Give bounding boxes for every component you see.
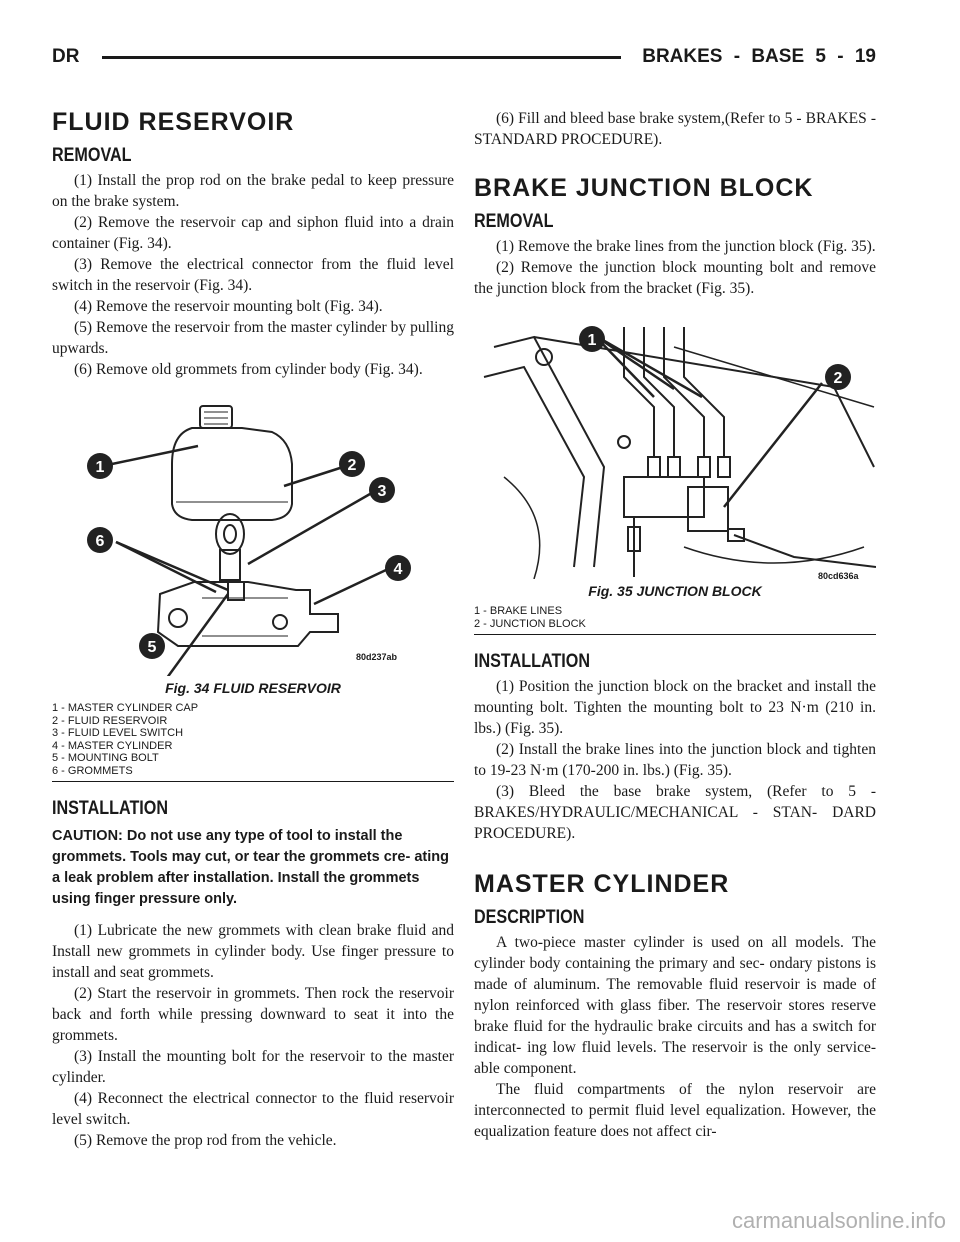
subheading-installation: INSTALLATION xyxy=(474,651,591,672)
subheading-installation: INSTALLATION xyxy=(52,798,169,819)
legend-item: 6 - GROMMETS xyxy=(52,764,133,777)
paragraph: The fluid compartments of the nylon reservoir are interconnected to permit fluid level equalization. However, the equalization feature does not affect cir- xyxy=(474,1081,876,1140)
step: (3) Install the mounting bolt for the reservoir to the master cylinder. xyxy=(52,1048,454,1086)
figure-caption: Fig. 34 FLUID RESERVOIR xyxy=(165,680,341,696)
legend-item: 2 - FLUID RESERVOIR xyxy=(52,714,168,727)
caution-text: CAUTION: Do not use any type of tool to install the grommets. Tools may cut, or tear the grommets cre- ating a leak problem after installation. Install the grommets using finger pressure only. xyxy=(52,828,449,907)
header-section-page xyxy=(642,46,876,68)
step: (3) Bleed the base brake system, (Refer to 5 - BRAKES/HYDRAULIC/MECHANICAL - STAN- DARD PROCEDURE). xyxy=(474,783,876,842)
step: (1) Lubricate the new grommets with clean brake fluid and Install new grommets in cylinder body. Use finger pressure to install and seat grommets. xyxy=(52,922,454,981)
section-title-junction-block: BRAKE JUNCTION BLOCK xyxy=(474,174,814,202)
step: (1) Position the junction block on the bracket and install the mounting bolt. Tighten the mounting bolt to 23 N·m (210 in. lbs.) (Fig. 35). xyxy=(474,678,876,737)
step: (2) Remove the junction block mounting bolt and remove the junction block from the bracket (Fig. 35). xyxy=(474,259,876,297)
subheading-removal: REMOVAL xyxy=(474,211,554,232)
left-column xyxy=(52,108,454,1151)
step: (2) Start the reservoir in grommets. Then rock the reservoir back and forth while pressing downward to seat it into the grommets. xyxy=(52,985,454,1044)
legend-item: 4 - MASTER CYLINDER xyxy=(52,739,173,752)
step: (2) Install the brake lines into the junction block and tighten to 19-23 N·m (170-200 in. lbs.) (Fig. 35). xyxy=(474,741,876,779)
figure-code: 80d237ab xyxy=(356,652,398,662)
callout-4: 4 xyxy=(393,561,403,578)
page-header xyxy=(52,44,876,74)
section-title-master-cylinder: MASTER CYLINDER xyxy=(474,870,730,898)
callout-1: 1 xyxy=(587,332,597,349)
step: (1) Install the prop rod on the brake pedal to keep pressure on the brake system. xyxy=(52,172,454,210)
watermark: carmanualsonline.info xyxy=(731,1208,946,1233)
callout-2: 2 xyxy=(833,370,843,387)
header-section: BRAKES - BASE xyxy=(642,46,805,67)
callout-1: 1 xyxy=(95,459,105,476)
step: (2) Remove the reservoir cap and siphon fluid into a drain container (Fig. 34). xyxy=(52,214,454,252)
right-column xyxy=(474,108,876,1142)
legend-item: 3 - FLUID LEVEL SWITCH xyxy=(52,727,184,739)
callout-3: 3 xyxy=(377,483,387,500)
section-title-fluid-reservoir: FLUID RESERVOIR xyxy=(52,108,295,136)
step-continued: (6) Fill and bleed base brake system,(Refer to 5 - BRAKES - STANDARD PROCEDURE). xyxy=(474,110,876,148)
figure-junction-block xyxy=(474,317,876,635)
step: (4) Remove the reservoir mounting bolt (Fig. 34). xyxy=(74,298,383,315)
step: (5) Remove the reservoir from the master cylinder by pulling upwards. xyxy=(52,319,454,357)
paragraph: A two-piece master cylinder is used on all models. The cylinder body containing the primary and sec- ondary pistons is made of aluminum. The removable fluid reservoir is made of nylon reinforced with glass fiber. The reservoir stores reserve brake fluid for the hydraulic brake circuits and has a switch for indicat- ing low fluid levels. The reservoir is the only service- able component. xyxy=(474,934,876,1077)
step: (3) Remove the electrical connector from the fluid level switch in the reservoir (Fig. 34). xyxy=(52,256,454,294)
legend-item: 5 - MOUNTING BOLT xyxy=(52,752,159,764)
step: (1) Remove the brake lines from the junction block (Fig. 35). xyxy=(496,238,876,255)
step: (4) Reconnect the electrical connector to the fluid reservoir level switch. xyxy=(52,1090,454,1128)
subheading-removal: REMOVAL xyxy=(52,145,132,166)
figure-caption: Fig. 35 JUNCTION BLOCK xyxy=(588,583,762,599)
legend-item: 1 - MASTER CYLINDER CAP xyxy=(52,702,199,714)
legend-item: 2 - JUNCTION BLOCK xyxy=(474,617,586,630)
junction-block-illustration xyxy=(474,317,876,579)
callout-5: 5 xyxy=(147,639,157,656)
step: (5) Remove the prop rod from the vehicle. xyxy=(74,1132,337,1149)
header-rule xyxy=(102,56,621,59)
header-model: DR xyxy=(52,46,80,67)
step: (6) Remove old grommets from cylinder body (Fig. 34). xyxy=(74,361,423,378)
fluid-reservoir-illustration xyxy=(52,394,454,676)
figure-fluid-reservoir xyxy=(52,394,454,782)
callout-6: 6 xyxy=(95,533,105,550)
legend-item: 1 - BRAKE LINES xyxy=(474,605,563,617)
subheading-description: DESCRIPTION xyxy=(474,907,585,928)
figure-code: 80cd636a xyxy=(818,571,859,581)
callout-2: 2 xyxy=(347,457,357,474)
header-page-number: 5 - 19 xyxy=(815,46,876,67)
